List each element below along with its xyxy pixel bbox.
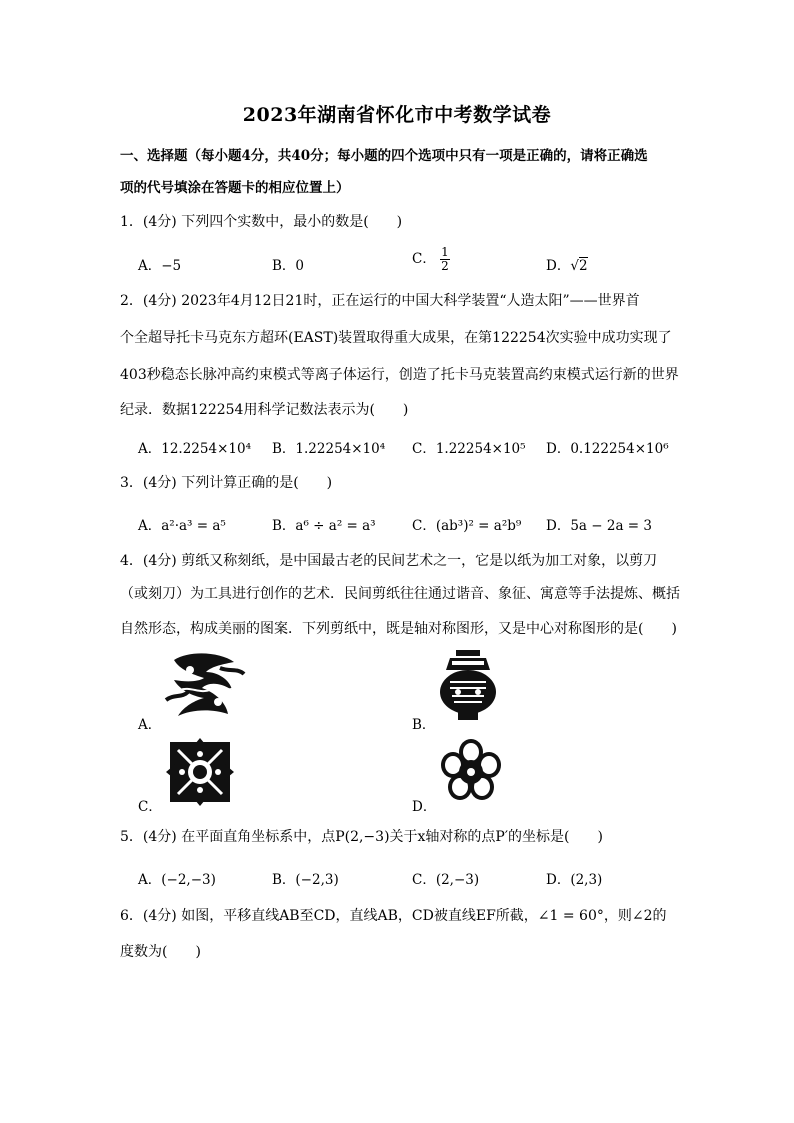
papercut-square-flower-icon xyxy=(164,736,236,808)
question-2-line-3: 403秒稳态长脉冲高约束模式等离子体运行，创造了托卡马克装置高约束模式运行新的世界 xyxy=(120,367,679,383)
q1-option-c-label: C． xyxy=(412,251,436,267)
page-title: 2023年湖南省怀化市中考数学试卷 xyxy=(242,104,552,126)
q1-option-c xyxy=(412,246,450,273)
q2-option-c: C．1.22254×10⁵ xyxy=(412,441,526,457)
fraction-denominator: 2 xyxy=(441,259,449,273)
q2-option-a: A．12.2254×10⁴ xyxy=(138,441,251,457)
question-4-line-1: 4．(4分) 剪纸又称刻纸，是中国最古老的民间艺术之一，它是以纸为加工对象，以剪刀 xyxy=(120,553,658,569)
q1-option-d xyxy=(546,254,588,274)
q2-option-d: D．0.122254×10⁶ xyxy=(546,441,669,457)
papercut-dragon-icon xyxy=(160,650,248,722)
sqrt-icon: √ xyxy=(570,258,579,274)
question-2-line-2: 个全超导托卡马克东方超环(EAST)装置取得重大成果，在第122254次实验中成功实现了 xyxy=(120,330,672,346)
q5-option-c: C．(2,−3) xyxy=(412,872,480,888)
q4-option-b: B． xyxy=(412,717,436,733)
q4-option-c: C． xyxy=(138,799,162,815)
q4-option-d: D． xyxy=(412,799,437,815)
question-6-line-1: 6．(4分) 如图，平移直线AB至CD，直线AB，CD被直线EF所截，∠1 = 60°，则∠2的 xyxy=(120,908,667,924)
question-4-line-2: （或刻刀）为工具进行创作的艺术．民间剪纸往往通过谐音、象征、寓意等手法提炼、概括 xyxy=(120,586,680,602)
q5-option-d: D．(2,3) xyxy=(546,872,603,888)
question-4-line-3: 自然形态，构成美丽的图案．下列剪纸中，既是轴对称图形，又是中心对称图形的是( ) xyxy=(120,621,677,637)
q1-option-d-label: D． xyxy=(546,258,571,274)
fraction-numerator: 1 xyxy=(441,245,449,259)
q2-option-b: B．1.22254×10⁴ xyxy=(272,441,386,457)
section-heading: 一、选择题（每小题4分，共40分；每小题的四个选项中只有一项是正确的，请将正确选 xyxy=(120,148,648,164)
q1-option-a: A．−5 xyxy=(138,258,182,274)
sqrt-radicand: 2 xyxy=(578,258,588,274)
question-1-stem: 1．(4分) 下列四个实数中，最小的数是( ) xyxy=(120,214,403,230)
q5-option-a: A．(−2,−3) xyxy=(138,872,216,888)
question-5-stem: 5．(4分) 在平面直角坐标系中，点P(2,−3)关于x轴对称的点P′的坐标是( ) xyxy=(120,829,603,845)
q3-option-c: C．(ab³)² = a²b⁹ xyxy=(412,518,522,534)
question-2-line-1: 2．(4分) 2023年4月12日21时，正在运行的中国大科学装置“人造太阳”——世界首 xyxy=(120,293,640,309)
papercut-flower-icon xyxy=(438,738,504,804)
q5-option-b: B．(−2,3) xyxy=(272,872,339,888)
q3-option-b: B．a⁶ ÷ a² = a³ xyxy=(272,518,376,534)
question-2-line-4: 纪录．数据122254用科学记数法表示为( ) xyxy=(120,402,409,418)
question-6-line-2: 度数为( ) xyxy=(120,944,201,960)
papercut-vase-icon xyxy=(436,648,500,722)
q4-option-a: A． xyxy=(138,717,162,733)
q3-option-a: A．a²·a³ = a⁵ xyxy=(138,518,226,534)
q3-option-d: D．5a − 2a = 3 xyxy=(546,518,652,534)
question-3-stem: 3．(4分) 下列计算正确的是( ) xyxy=(120,475,333,491)
fraction xyxy=(440,246,450,273)
q1-option-b: B．0 xyxy=(272,258,305,274)
section-heading-cont: 项的代号填涂在答题卡的相应位置上） xyxy=(120,180,350,196)
